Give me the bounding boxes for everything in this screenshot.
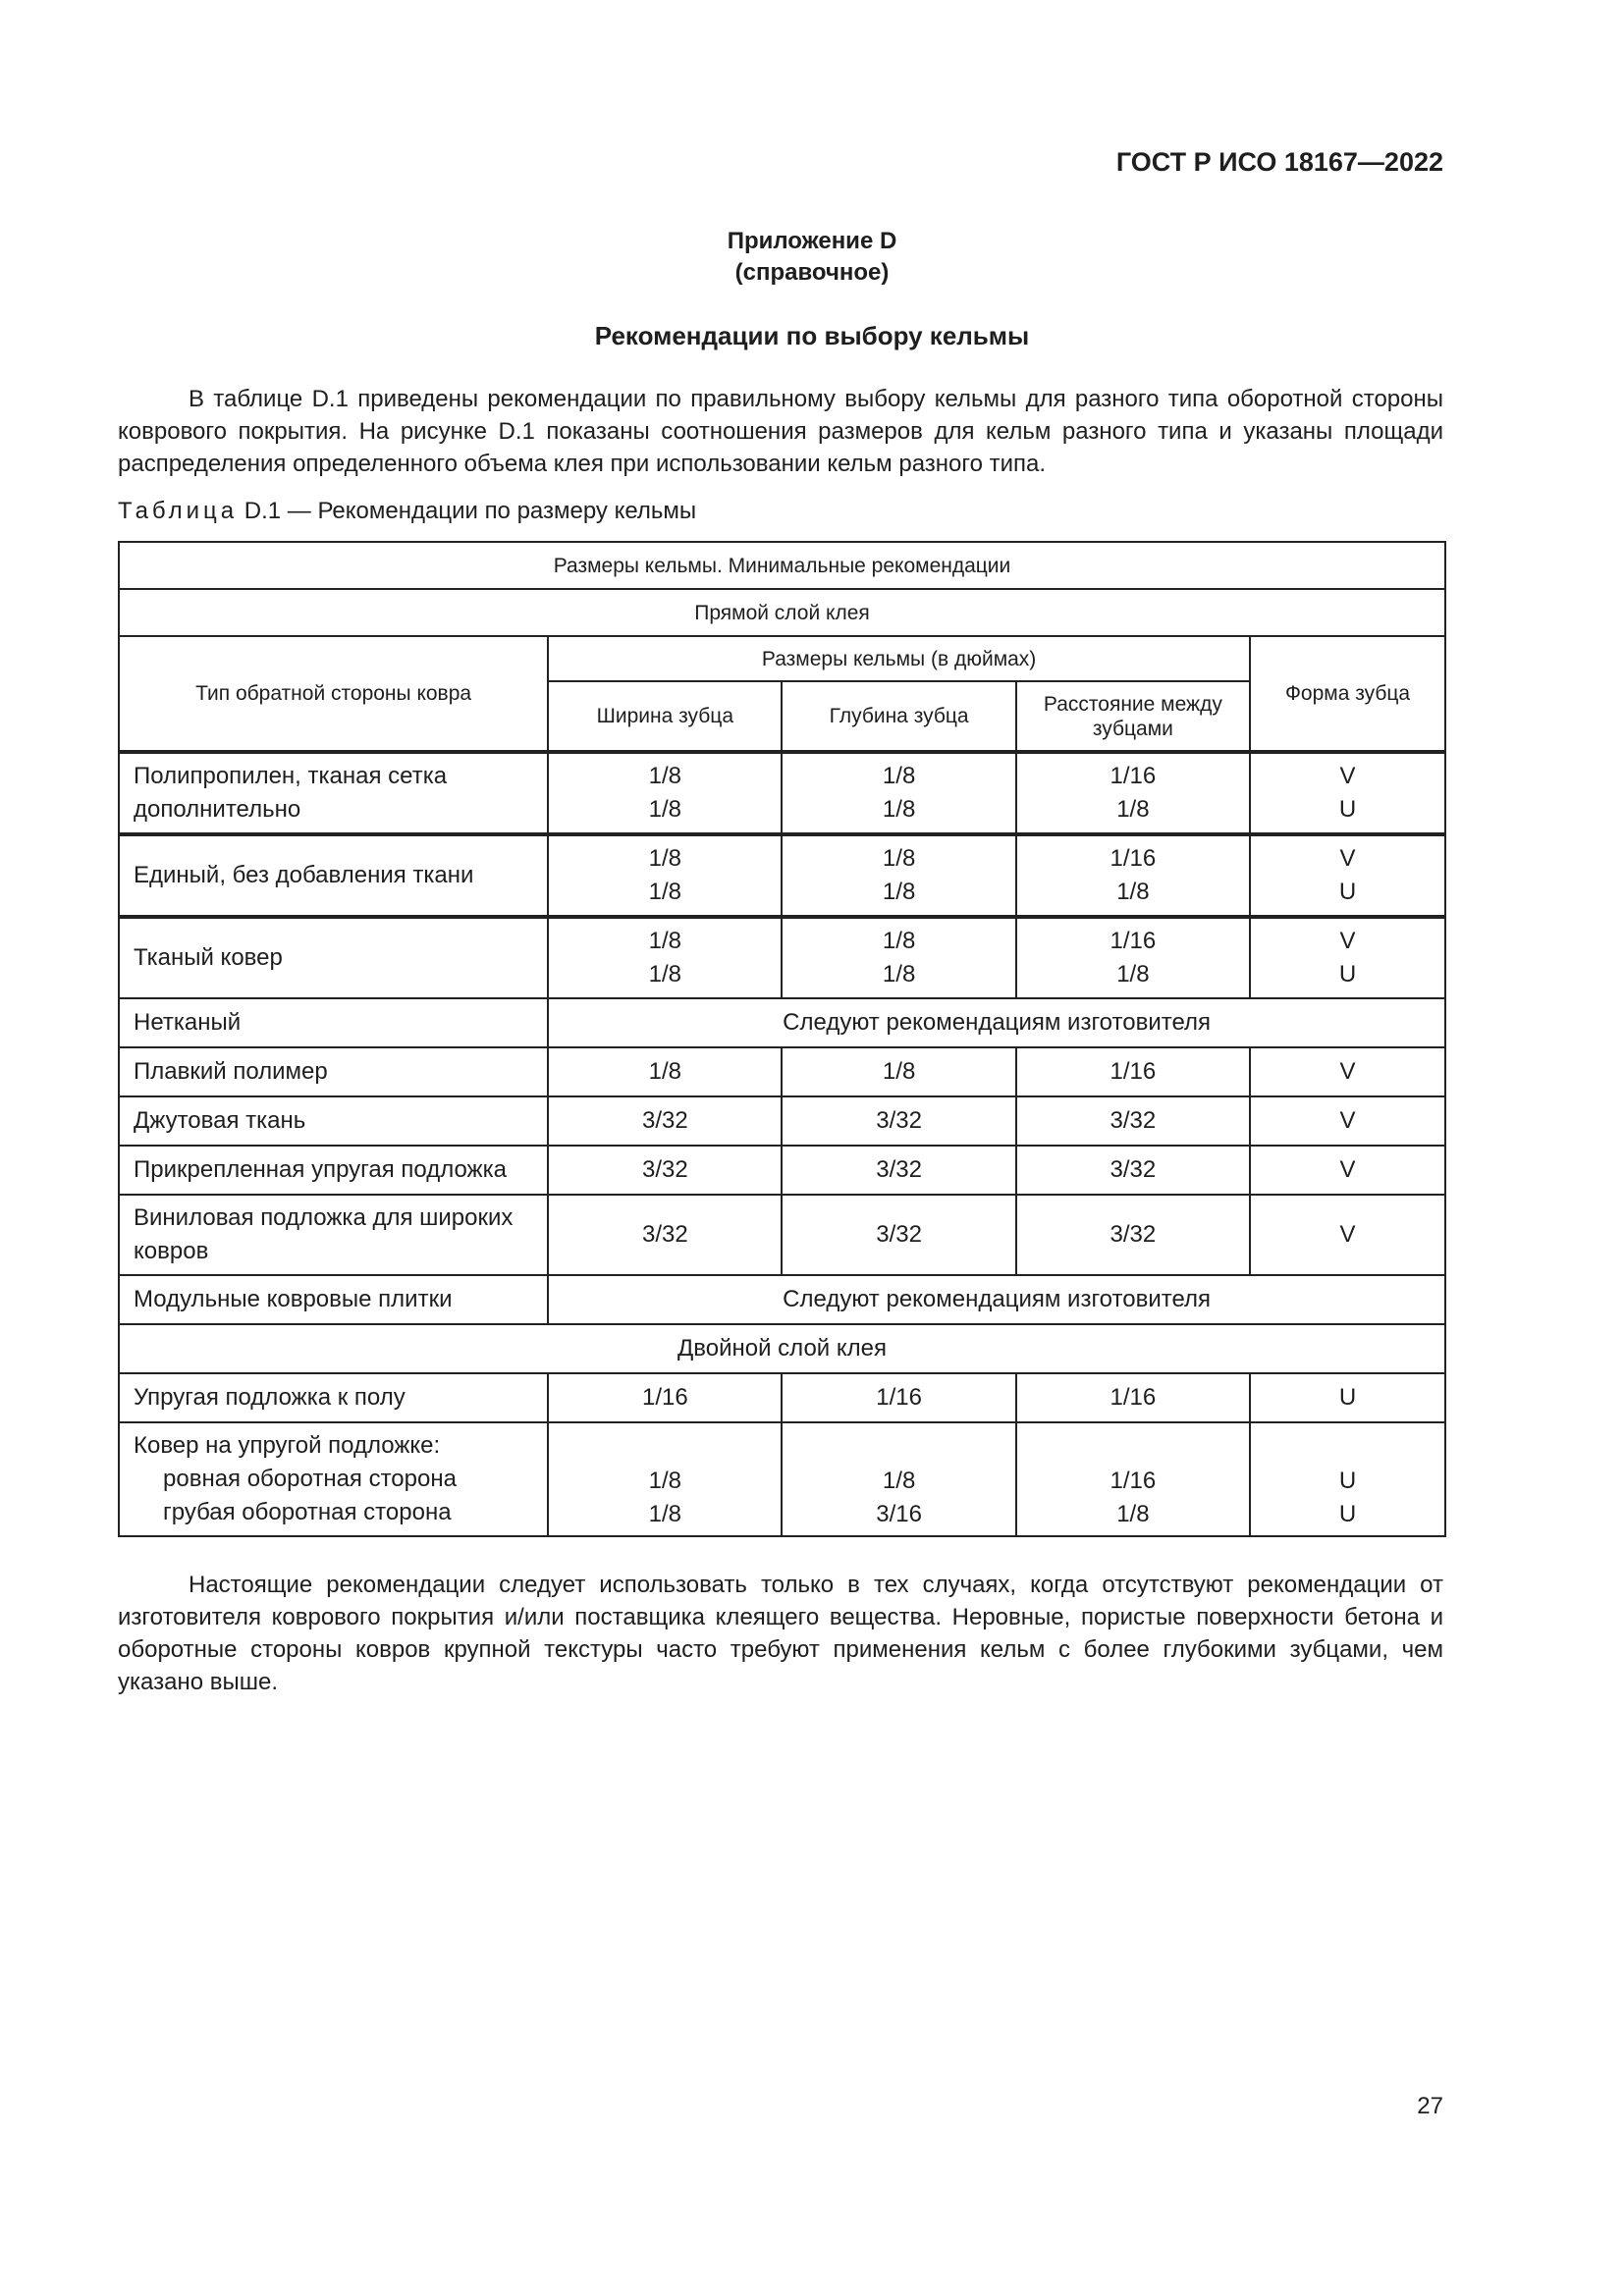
table-row xyxy=(119,834,1445,917)
table-row xyxy=(119,1422,1445,1536)
spacing-cell: 3/32 xyxy=(1016,1195,1250,1275)
table-caption-prefix: Таблица xyxy=(118,498,239,524)
merged-recommendation-cell: Следуют рекомендациям изготовителя xyxy=(548,1275,1445,1324)
backing-type-cell xyxy=(119,1422,548,1536)
depth-cell: 3/32 xyxy=(782,1146,1015,1195)
width-cell: 1/16 xyxy=(548,1373,782,1422)
section-heading: Рекомендации по выбору кельмы xyxy=(594,321,1030,350)
table-row xyxy=(119,1047,1445,1096)
backing-type-cell: Упругая подложка к полу xyxy=(119,1373,548,1422)
depth-cell xyxy=(782,1422,1015,1536)
spacing-cell: 1/16 xyxy=(1016,1047,1250,1096)
backing-type-cell: Нетканый xyxy=(119,998,548,1047)
backing-type-cell: Плавкий полимер xyxy=(119,1047,548,1096)
depth-cell xyxy=(782,917,1015,998)
table-row xyxy=(119,1195,1445,1275)
shape-cell: U xyxy=(1250,1373,1445,1422)
col-shape-header: Форма зубца xyxy=(1250,636,1445,752)
cell-line: U xyxy=(1338,1501,1357,1527)
cell-line: 1/8 xyxy=(648,845,682,872)
table-row xyxy=(119,917,1445,998)
cell-line: 1/16 xyxy=(1110,928,1157,954)
width-cell xyxy=(548,917,782,998)
cell-line: 1/8 xyxy=(1116,879,1150,905)
section-double-layer: Двойной слой клея xyxy=(119,1324,1445,1373)
backing-type-cell: Модульные ковровые плитки xyxy=(119,1275,548,1324)
depth-cell: 1/16 xyxy=(782,1373,1015,1422)
col-spacing-header: Расстояние между зубцами xyxy=(1016,681,1250,752)
backing-type-cell: Джутовая ткань xyxy=(119,1096,548,1146)
spacing-cell: 1/16 xyxy=(1016,1373,1250,1422)
cell-line: U xyxy=(1338,879,1357,905)
backing-type-cell: Виниловая подложка для широких ковров xyxy=(119,1195,548,1275)
footnote-paragraph: Настоящие рекомендации следует использовать только в тех случаях, когда отсутствуют рекомендации от изготовителя коврового покрытия и/или поставщика клеящего вещества. Неровные, пористые поверхности бетона и оборотные стороны ковров крупной текстуры часто требуют применения кельм с более глубокими зубцами, чем указано выше. xyxy=(118,1572,1443,1695)
width-cell: 3/32 xyxy=(548,1195,782,1275)
backing-type-cell: Прикрепленная упругая подложка xyxy=(119,1146,548,1195)
cell-line: 1/8 xyxy=(648,961,682,988)
intro-paragraph: В таблице D.1 приведены рекомендации по правильному выбору кельмы для разного типа оборотной стороны коврового покрытия. На рисунке D.1 показаны соотношения размеров для кельм разного типа и указаны площади распределения определенного объема клея при использовании кельм разного типа. xyxy=(118,386,1443,477)
cell-line: U xyxy=(1338,961,1357,988)
cell-line: V xyxy=(1339,928,1356,954)
width-cell xyxy=(548,1422,782,1536)
backing-type-cell: Полипропилен, тканая сетка дополнительно xyxy=(119,752,548,834)
width-cell: 1/8 xyxy=(548,1047,782,1096)
appendix-subtitle: (справочное) xyxy=(734,259,890,286)
spacing-cell xyxy=(1016,1422,1250,1536)
appendix-title: Приложение D xyxy=(727,228,897,254)
table-caption-text: D.1 — Рекомендации по размеру кельмы xyxy=(244,498,697,524)
page-number: 27 xyxy=(1417,2093,1443,2119)
depth-cell xyxy=(782,834,1015,917)
width-cell xyxy=(548,834,782,917)
shape-cell: V xyxy=(1250,1096,1445,1146)
cell-line: 3/16 xyxy=(876,1501,922,1527)
spacing-cell: 3/32 xyxy=(1016,1146,1250,1195)
table-row xyxy=(119,1373,1445,1422)
spacing-cell xyxy=(1016,917,1250,998)
shape-cell xyxy=(1250,834,1445,917)
cell-line: U xyxy=(1338,1468,1357,1494)
depth-cell: 3/32 xyxy=(782,1096,1015,1146)
appendix-heading xyxy=(0,226,1624,289)
table-row xyxy=(119,1275,1445,1324)
shape-cell xyxy=(1250,1422,1445,1536)
width-cell: 3/32 xyxy=(548,1096,782,1146)
shape-cell: V xyxy=(1250,1146,1445,1195)
standard-code: ГОСТ Р ИСО 18167—2022 xyxy=(1115,147,1443,177)
shape-cell: V xyxy=(1250,1047,1445,1096)
cell-line: 1/8 xyxy=(882,845,916,872)
spacing-cell xyxy=(1016,834,1250,917)
cell-line: 1/8 xyxy=(648,879,682,905)
cell-line: 1/8 xyxy=(882,796,916,823)
col-width-header: Ширина зубца xyxy=(548,681,782,752)
cell-line: 1/8 xyxy=(882,1468,916,1494)
cell-line: 1/8 xyxy=(648,1468,682,1494)
cell-line: 1/8 xyxy=(882,763,916,789)
table-title: Размеры кельмы. Минимальные рекомендации xyxy=(119,542,1445,589)
table-caption xyxy=(118,498,696,525)
cell-line: 1/8 xyxy=(1116,1501,1150,1527)
last-row-sub2: грубая оборотная сторона xyxy=(163,1499,452,1525)
cell-line: U xyxy=(1338,796,1357,823)
shape-cell xyxy=(1250,917,1445,998)
table-row xyxy=(119,752,1445,834)
cell-line: 1/8 xyxy=(648,763,682,789)
cell-line: 1/16 xyxy=(1110,763,1157,789)
backing-type-cell: Единый, без добавления ткани xyxy=(119,834,548,917)
table-row xyxy=(119,998,1445,1047)
table-row xyxy=(119,1146,1445,1195)
width-cell: 3/32 xyxy=(548,1146,782,1195)
shape-cell: V xyxy=(1250,1195,1445,1275)
cell-line: 1/16 xyxy=(1110,1468,1157,1494)
depth-cell: 1/8 xyxy=(782,1047,1015,1096)
col-sizes-header: Размеры кельмы (в дюймах) xyxy=(548,636,1250,681)
merged-recommendation-cell: Следуют рекомендациям изготовителя xyxy=(548,998,1445,1047)
shape-cell xyxy=(1250,752,1445,834)
col-depth-header: Глубина зубца xyxy=(782,681,1015,752)
cell-line: 1/16 xyxy=(1110,845,1157,872)
backing-type-cell: Тканый ковер xyxy=(119,917,548,998)
cell-line: 1/8 xyxy=(648,796,682,823)
cell-line: V xyxy=(1339,845,1356,872)
cell-line: 1/8 xyxy=(1116,796,1150,823)
trowel-table xyxy=(118,541,1446,1537)
cell-line: 1/8 xyxy=(1116,961,1150,988)
depth-cell xyxy=(782,752,1015,834)
cell-line: 1/8 xyxy=(648,1501,682,1527)
spacing-cell: 3/32 xyxy=(1016,1096,1250,1146)
depth-cell: 3/32 xyxy=(782,1195,1015,1275)
cell-line: 1/8 xyxy=(648,928,682,954)
section-single-layer: Прямой слой клея xyxy=(119,589,1445,636)
cell-line: 1/8 xyxy=(882,961,916,988)
table-row xyxy=(119,1324,1445,1373)
width-cell xyxy=(548,752,782,834)
cell-line: 1/8 xyxy=(882,879,916,905)
last-row-sub1: ровная оборотная сторона xyxy=(163,1466,457,1492)
cell-line: 1/8 xyxy=(882,928,916,954)
cell-line: V xyxy=(1339,763,1356,789)
table-row xyxy=(119,1096,1445,1146)
col-backing-header: Тип обратной стороны ковра xyxy=(119,636,548,752)
last-row-title: Ковер на упругой подложке: xyxy=(134,1432,441,1459)
spacing-cell xyxy=(1016,752,1250,834)
